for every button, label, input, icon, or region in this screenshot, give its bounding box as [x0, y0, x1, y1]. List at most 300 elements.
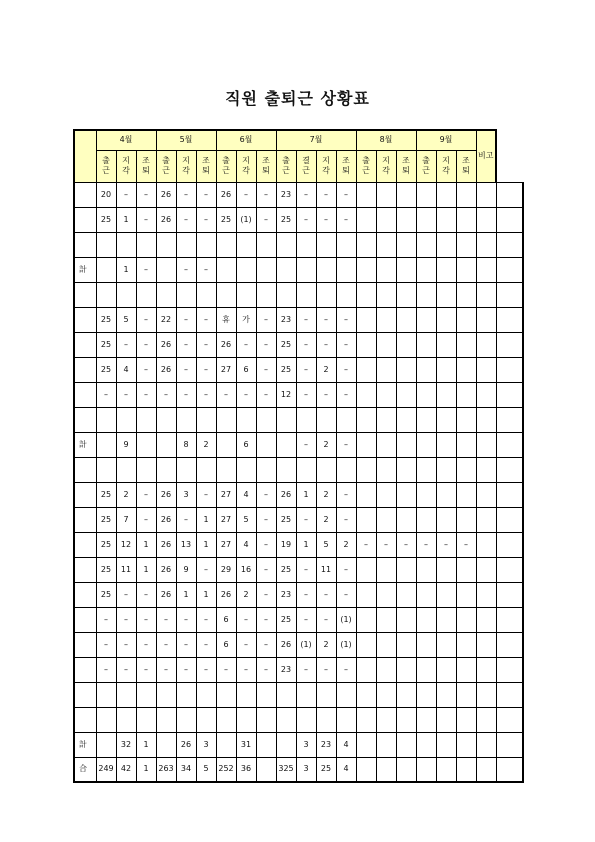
data-cell: [436, 557, 456, 582]
data-cell: [456, 607, 476, 632]
data-cell: –: [176, 332, 196, 357]
data-cell: –: [296, 182, 316, 207]
data-cell: –: [256, 207, 276, 232]
data-cell: –: [156, 632, 176, 657]
data-cell: [436, 707, 456, 732]
data-cell: [436, 582, 456, 607]
data-cell: [456, 682, 476, 707]
data-cell: 3: [196, 732, 216, 757]
data-cell: [316, 407, 336, 432]
data-cell: [356, 682, 376, 707]
row-label: [74, 332, 96, 357]
data-cell: [296, 457, 316, 482]
table-row: [74, 232, 523, 257]
data-cell: [396, 257, 416, 282]
data-cell: –: [96, 607, 116, 632]
data-cell: –: [336, 557, 356, 582]
data-cell: [416, 357, 436, 382]
data-cell: –: [336, 182, 356, 207]
data-cell: [476, 682, 496, 707]
data-cell: [136, 682, 156, 707]
data-cell: –: [316, 307, 336, 332]
data-cell: [396, 207, 416, 232]
data-cell: –: [196, 257, 216, 282]
data-cell: [376, 682, 396, 707]
data-cell: –: [176, 657, 196, 682]
data-cell: 25: [96, 307, 116, 332]
data-cell: [96, 407, 116, 432]
data-cell: 26: [156, 532, 176, 557]
remarks-cell: [496, 357, 523, 382]
data-cell: –: [316, 657, 336, 682]
data-cell: [456, 457, 476, 482]
data-cell: (1): [236, 207, 256, 232]
data-cell: 9: [176, 557, 196, 582]
row-label: [74, 682, 96, 707]
data-cell: [456, 582, 476, 607]
data-cell: [476, 732, 496, 757]
data-cell: [176, 707, 196, 732]
data-cell: [136, 707, 156, 732]
month-header: 6월: [216, 130, 276, 150]
subheader-cell: 지 각: [236, 150, 256, 182]
data-cell: [316, 457, 336, 482]
row-label: [74, 307, 96, 332]
subheader-cell: 지 각: [376, 150, 396, 182]
data-cell: 25: [96, 507, 116, 532]
remarks-header: 비고: [476, 130, 496, 182]
data-cell: [356, 732, 376, 757]
data-cell: 252: [216, 757, 236, 782]
data-cell: –: [256, 182, 276, 207]
subheader-cell: 조 퇴: [336, 150, 356, 182]
data-cell: [276, 257, 296, 282]
data-cell: [356, 232, 376, 257]
table-row: [74, 382, 523, 407]
row-label: [74, 357, 96, 382]
data-cell: 25: [96, 557, 116, 582]
data-cell: –: [176, 257, 196, 282]
data-cell: [416, 757, 436, 782]
data-cell: [396, 282, 416, 307]
data-cell: [156, 232, 176, 257]
data-cell: [456, 407, 476, 432]
data-cell: [396, 732, 416, 757]
data-cell: [216, 732, 236, 757]
data-cell: [456, 482, 476, 507]
subheader-cell: 조 퇴: [196, 150, 216, 182]
data-cell: [436, 507, 456, 532]
data-cell: [436, 357, 456, 382]
row-label: [74, 482, 96, 507]
data-cell: [276, 707, 296, 732]
data-cell: [356, 657, 376, 682]
table-row: [74, 357, 523, 382]
data-cell: 26: [156, 332, 176, 357]
data-cell: 325: [276, 757, 296, 782]
month-header: 4월: [96, 130, 156, 150]
data-cell: [356, 582, 376, 607]
table-row: [74, 707, 523, 732]
data-cell: [196, 232, 216, 257]
data-cell: [236, 682, 256, 707]
data-cell: [396, 232, 416, 257]
data-cell: [196, 707, 216, 732]
data-cell: [156, 407, 176, 432]
data-cell: –: [256, 632, 276, 657]
subheader-cell: 출 근: [416, 150, 436, 182]
data-cell: [276, 407, 296, 432]
remarks-cell: [496, 482, 523, 507]
data-cell: 13: [176, 532, 196, 557]
data-cell: –: [256, 382, 276, 407]
remarks-cell: [496, 732, 523, 757]
data-cell: 7: [116, 507, 136, 532]
data-cell: [456, 657, 476, 682]
data-cell: [436, 257, 456, 282]
data-cell: [376, 357, 396, 382]
data-cell: [376, 257, 396, 282]
data-cell: [396, 307, 416, 332]
data-cell: [176, 282, 196, 307]
data-cell: 25: [216, 207, 236, 232]
data-cell: 2: [316, 632, 336, 657]
data-cell: –: [176, 182, 196, 207]
data-cell: [456, 357, 476, 382]
data-cell: 26: [176, 732, 196, 757]
data-cell: [356, 557, 376, 582]
data-cell: [376, 632, 396, 657]
data-cell: 29: [216, 557, 236, 582]
data-cell: [456, 432, 476, 457]
data-cell: [116, 707, 136, 732]
data-cell: –: [236, 332, 256, 357]
data-cell: [436, 732, 456, 757]
data-cell: [216, 707, 236, 732]
subheader-cell: 조 퇴: [136, 150, 156, 182]
data-cell: [396, 682, 416, 707]
data-cell: [416, 457, 436, 482]
data-cell: [476, 632, 496, 657]
row-label: [74, 182, 96, 207]
data-cell: –: [136, 357, 156, 382]
data-cell: 25: [96, 582, 116, 607]
remarks-cell: [496, 657, 523, 682]
data-cell: 36: [236, 757, 256, 782]
data-cell: –: [316, 332, 336, 357]
data-cell: –: [196, 657, 216, 682]
data-cell: [296, 407, 316, 432]
data-cell: [476, 757, 496, 782]
data-cell: –: [136, 657, 156, 682]
data-cell: [136, 282, 156, 307]
data-cell: [116, 232, 136, 257]
data-cell: [436, 382, 456, 407]
data-cell: –: [156, 382, 176, 407]
data-cell: [256, 757, 276, 782]
data-cell: –: [196, 607, 216, 632]
data-cell: 11: [116, 557, 136, 582]
data-cell: –: [236, 607, 256, 632]
data-cell: [216, 407, 236, 432]
data-cell: [376, 332, 396, 357]
data-cell: [376, 407, 396, 432]
data-cell: –: [296, 657, 316, 682]
data-cell: –: [116, 607, 136, 632]
data-cell: 4: [336, 732, 356, 757]
data-cell: [476, 582, 496, 607]
data-cell: [436, 282, 456, 307]
data-cell: 27: [216, 482, 236, 507]
data-cell: 5: [236, 507, 256, 532]
data-cell: [396, 707, 416, 732]
remarks-cell: [496, 682, 523, 707]
data-cell: [236, 232, 256, 257]
data-cell: 1: [136, 532, 156, 557]
data-cell: –: [196, 557, 216, 582]
data-cell: [476, 207, 496, 232]
data-cell: [156, 432, 176, 457]
data-cell: 11: [316, 557, 336, 582]
data-cell: 8: [176, 432, 196, 457]
data-cell: 5: [116, 307, 136, 332]
remarks-cell: [496, 182, 523, 207]
data-cell: [256, 457, 276, 482]
table-row: [74, 432, 523, 457]
data-cell: [96, 707, 116, 732]
data-cell: [416, 557, 436, 582]
data-cell: [296, 257, 316, 282]
data-cell: [456, 282, 476, 307]
data-cell: [116, 407, 136, 432]
data-cell: –: [216, 657, 236, 682]
data-cell: 3: [296, 757, 316, 782]
data-cell: –: [196, 182, 216, 207]
data-cell: [216, 682, 236, 707]
data-cell: –: [136, 507, 156, 532]
data-cell: 1: [136, 757, 156, 782]
data-cell: [356, 257, 376, 282]
data-cell: [436, 207, 456, 232]
data-cell: –: [256, 482, 276, 507]
data-cell: 가: [236, 307, 256, 332]
data-cell: 26: [276, 632, 296, 657]
data-cell: [476, 507, 496, 532]
data-cell: [356, 407, 376, 432]
row-label: [74, 532, 96, 557]
data-cell: [256, 407, 276, 432]
data-cell: –: [256, 557, 276, 582]
data-cell: 2: [316, 507, 336, 532]
data-cell: 2: [336, 532, 356, 557]
data-cell: –: [356, 532, 376, 557]
data-cell: –: [196, 382, 216, 407]
data-cell: [456, 182, 476, 207]
data-cell: 26: [156, 582, 176, 607]
table-row: [74, 757, 523, 782]
data-cell: [256, 432, 276, 457]
data-cell: [416, 232, 436, 257]
data-cell: –: [296, 307, 316, 332]
data-cell: [396, 432, 416, 457]
data-cell: [436, 407, 456, 432]
data-cell: [356, 332, 376, 357]
data-cell: [356, 382, 376, 407]
remarks-cell: [496, 257, 523, 282]
data-cell: –: [156, 657, 176, 682]
subheader-cell: 지 각: [436, 150, 456, 182]
subheader-cell: 출 근: [356, 150, 376, 182]
data-cell: [476, 332, 496, 357]
data-cell: 34: [176, 757, 196, 782]
data-cell: 249: [96, 757, 116, 782]
data-cell: –: [196, 307, 216, 332]
data-cell: [276, 282, 296, 307]
data-cell: –: [136, 607, 156, 632]
data-cell: –: [456, 532, 476, 557]
data-cell: 2: [316, 357, 336, 382]
data-cell: –: [176, 382, 196, 407]
data-cell: 25: [96, 207, 116, 232]
data-cell: [316, 257, 336, 282]
data-cell: [376, 732, 396, 757]
data-cell: –: [296, 507, 316, 532]
remarks-cell: [496, 457, 523, 482]
data-cell: [436, 757, 456, 782]
data-cell: [376, 207, 396, 232]
data-cell: –: [196, 332, 216, 357]
data-cell: 2: [116, 482, 136, 507]
data-cell: [476, 382, 496, 407]
data-cell: [476, 607, 496, 632]
data-cell: –: [196, 357, 216, 382]
data-cell: 23: [276, 657, 296, 682]
data-cell: [256, 682, 276, 707]
data-cell: 1: [116, 207, 136, 232]
month-header: 9월: [416, 130, 476, 150]
data-cell: [156, 707, 176, 732]
data-cell: –: [296, 582, 316, 607]
subheader-cell: 출 근: [216, 150, 236, 182]
data-cell: –: [296, 607, 316, 632]
data-cell: –: [136, 332, 156, 357]
data-cell: [396, 657, 416, 682]
data-cell: –: [136, 182, 156, 207]
data-cell: 26: [156, 182, 176, 207]
data-cell: –: [256, 657, 276, 682]
data-cell: [356, 207, 376, 232]
data-cell: [376, 432, 396, 457]
data-cell: [276, 732, 296, 757]
subheader-cell: 출 근: [96, 150, 116, 182]
data-cell: 25: [276, 607, 296, 632]
data-cell: [416, 607, 436, 632]
data-cell: [476, 182, 496, 207]
table-row: [74, 582, 523, 607]
data-cell: [456, 207, 476, 232]
data-cell: [376, 232, 396, 257]
data-cell: 12: [116, 532, 136, 557]
remarks-cell: [496, 207, 523, 232]
data-cell: [416, 482, 436, 507]
data-cell: [476, 232, 496, 257]
data-cell: –: [316, 382, 336, 407]
table-row: [74, 557, 523, 582]
subheader-cell: 지 각: [176, 150, 196, 182]
data-cell: [376, 507, 396, 532]
page-title: 직원 출퇴근 상황표: [225, 89, 370, 108]
data-cell: [416, 682, 436, 707]
data-cell: [396, 557, 416, 582]
data-cell: [396, 357, 416, 382]
data-cell: 12: [276, 382, 296, 407]
data-cell: 2: [316, 482, 336, 507]
data-cell: [376, 557, 396, 582]
data-cell: –: [116, 382, 136, 407]
data-cell: [396, 757, 416, 782]
data-cell: –: [176, 357, 196, 382]
data-cell: –: [136, 582, 156, 607]
data-cell: [156, 457, 176, 482]
data-cell: 32: [116, 732, 136, 757]
data-cell: 23: [276, 307, 296, 332]
data-cell: 31: [236, 732, 256, 757]
data-cell: –: [256, 332, 276, 357]
table-row: [74, 307, 523, 332]
data-cell: –: [156, 607, 176, 632]
data-cell: 2: [236, 582, 256, 607]
data-cell: [376, 757, 396, 782]
data-cell: –: [136, 257, 156, 282]
data-cell: –: [396, 532, 416, 557]
data-cell: [476, 257, 496, 282]
data-cell: [336, 282, 356, 307]
data-cell: [176, 232, 196, 257]
remarks-cell: [496, 332, 523, 357]
data-cell: [416, 307, 436, 332]
data-cell: [216, 282, 236, 307]
data-cell: –: [176, 207, 196, 232]
data-cell: –: [416, 532, 436, 557]
data-cell: –: [296, 557, 316, 582]
table-row: [74, 332, 523, 357]
data-cell: [96, 282, 116, 307]
data-cell: [356, 357, 376, 382]
data-cell: [476, 482, 496, 507]
subheader-cell: 지 각: [316, 150, 336, 182]
data-cell: [336, 682, 356, 707]
data-cell: 3: [176, 482, 196, 507]
data-cell: 1: [296, 532, 316, 557]
data-cell: [256, 282, 276, 307]
data-cell: [156, 257, 176, 282]
data-cell: –: [96, 657, 116, 682]
data-cell: –: [196, 632, 216, 657]
table-row: [74, 482, 523, 507]
data-cell: –: [336, 382, 356, 407]
data-cell: [336, 707, 356, 732]
data-cell: 23: [276, 182, 296, 207]
data-cell: [436, 607, 456, 632]
table-row: [74, 732, 523, 757]
remarks-cell: [496, 532, 523, 557]
data-cell: [216, 257, 236, 282]
data-cell: [396, 582, 416, 607]
data-cell: –: [336, 582, 356, 607]
data-cell: –: [256, 582, 276, 607]
data-cell: 26: [276, 482, 296, 507]
data-cell: –: [196, 207, 216, 232]
